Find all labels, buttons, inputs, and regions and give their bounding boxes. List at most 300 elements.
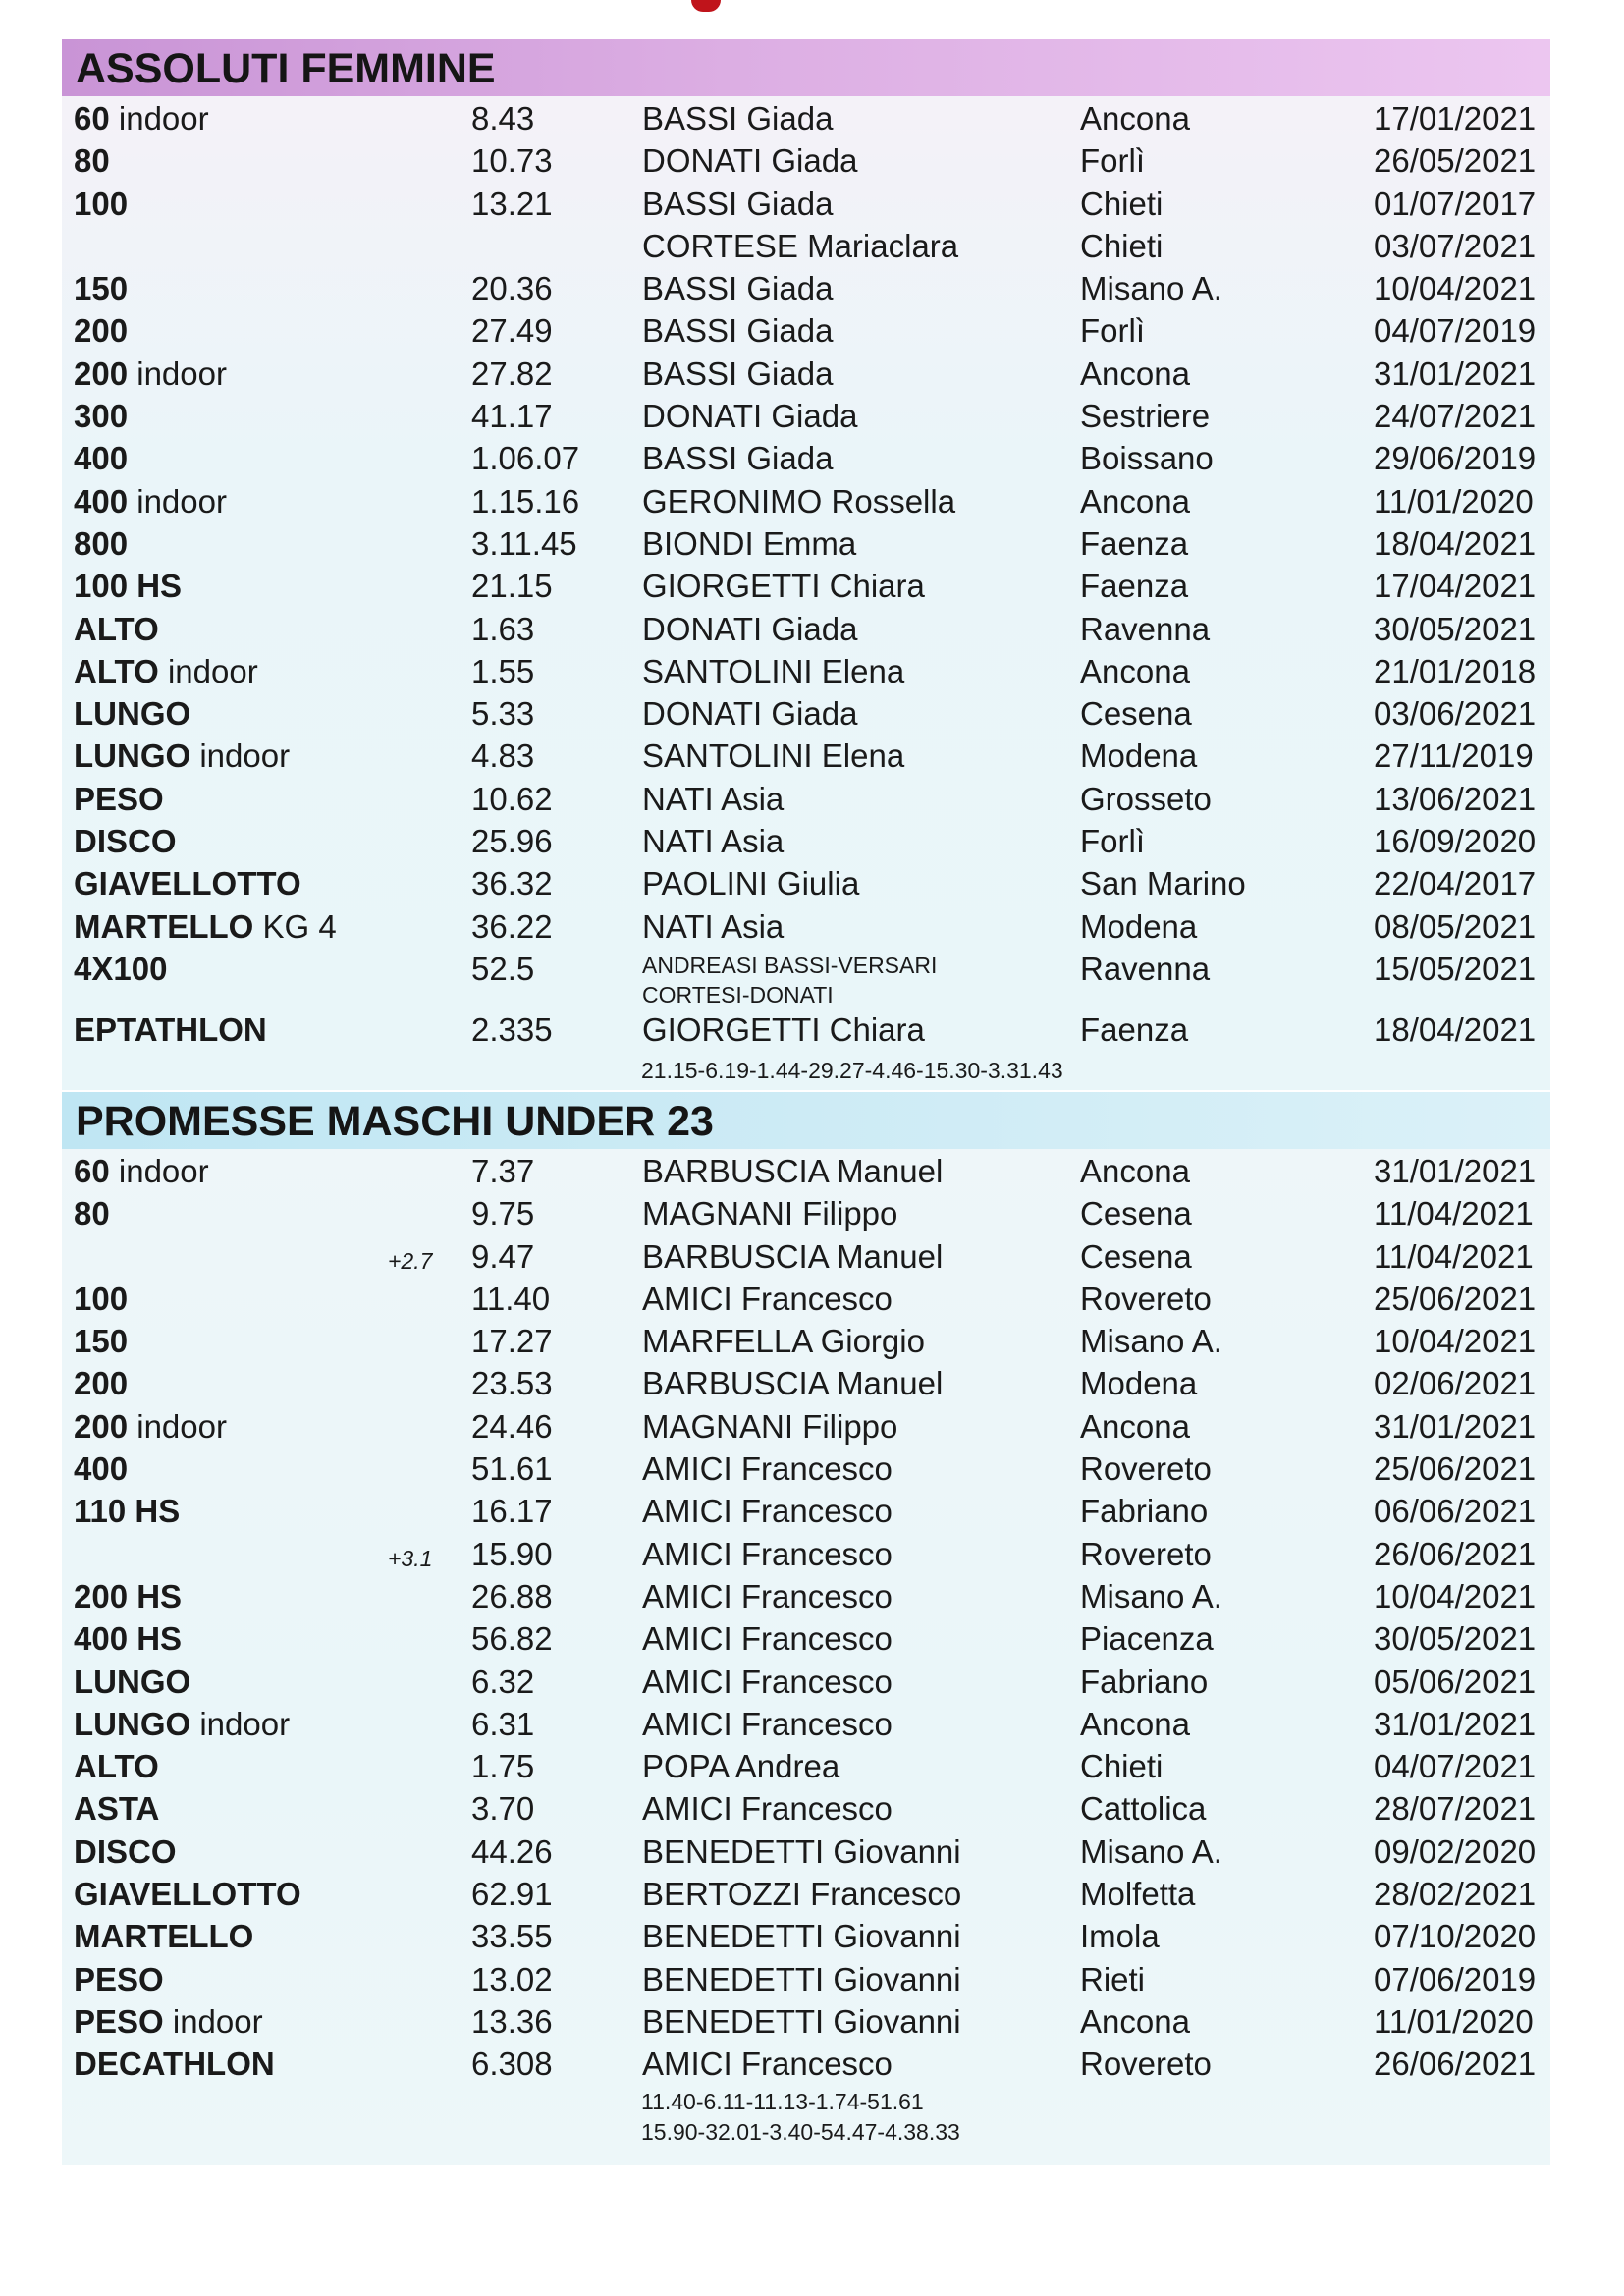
event-name: 60 — [74, 1153, 110, 1189]
combined-event-detail — [641, 1056, 1624, 1086]
result-value: 51.61 — [471, 1450, 553, 1488]
record-row — [62, 1999, 1550, 2042]
date-value: 26/06/2021 — [1374, 2046, 1537, 2083]
event-cell — [74, 1450, 128, 1488]
records-table — [62, 96, 1550, 1084]
result-value: 13.21 — [471, 185, 553, 222]
result-value: 62.91 — [471, 1876, 553, 1913]
record-row — [62, 1447, 1550, 1489]
date-value: 11/01/2020 — [1374, 482, 1534, 519]
event-name: DECATHLON — [74, 2046, 275, 2083]
date-value: 31/01/2021 — [1374, 1407, 1537, 1445]
place-name: Ravenna — [1080, 610, 1211, 647]
event-name: GIAVELLOTTO — [74, 865, 301, 902]
result-value: 1.75 — [471, 1748, 535, 1785]
place-name: Molfetta — [1080, 1876, 1196, 1913]
event-cell — [74, 1323, 128, 1360]
event-cell — [74, 653, 258, 690]
date-value: 22/04/2017 — [1374, 865, 1537, 902]
place-name: Rieti — [1080, 1960, 1146, 1997]
detail-line: 21.15-6.19-1.44-29.27-4.46-15.30-3.31.43 — [641, 1058, 1063, 1084]
detail-line: 11.40-6.11-11.13-1.74-51.61 — [641, 2088, 924, 2114]
athlete-name: AMICI Francesco — [642, 1620, 893, 1658]
date-value: 25/06/2021 — [1374, 1450, 1537, 1488]
place-name: Cesena — [1080, 695, 1192, 733]
date-value: 02/06/2021 — [1374, 1365, 1537, 1402]
date-value: 17/01/2021 — [1374, 100, 1537, 137]
event-cell — [74, 525, 128, 563]
event-cell — [74, 823, 177, 860]
athlete-name: SANTOLINI Elena — [642, 652, 905, 689]
event-suffix: indoor — [109, 1153, 209, 1189]
result-value: 44.26 — [471, 1832, 553, 1870]
detail-line: 15.90-32.01-3.40-54.47-4.38.33 — [641, 2118, 960, 2145]
record-row — [62, 777, 1550, 819]
record-row — [62, 819, 1550, 861]
place-name: Cesena — [1080, 1237, 1192, 1275]
event-cell — [74, 1195, 110, 1232]
result-value: 4.83 — [471, 738, 535, 775]
date-value: 13/06/2021 — [1374, 780, 1537, 817]
athlete-name: AMICI Francesco — [642, 1450, 893, 1488]
athlete-name: GIORGETTI Chiara — [642, 568, 925, 605]
athlete-name: DONATI Giada — [642, 610, 858, 647]
result-value: 9.47 — [471, 1237, 535, 1275]
athlete-name: BASSI Giada — [642, 312, 834, 350]
event-name: 60 — [74, 100, 110, 137]
result-value: 13.02 — [471, 1960, 553, 1997]
place-name: Ancona — [1080, 1407, 1190, 1445]
result-value: 10.73 — [471, 142, 553, 180]
event-cell — [74, 1365, 128, 1402]
place-name: Ravenna — [1080, 950, 1211, 987]
date-value: 31/01/2021 — [1374, 1153, 1537, 1189]
date-value: 10/04/2021 — [1374, 1577, 1537, 1614]
record-row — [62, 182, 1550, 224]
event-cell — [74, 1664, 190, 1701]
red-corner-mark — [691, 0, 721, 12]
place-name: Boissano — [1080, 440, 1214, 477]
date-value: 07/10/2020 — [1374, 1918, 1537, 1955]
result-value: 6.31 — [471, 1705, 535, 1742]
date-value: 27/11/2019 — [1374, 738, 1534, 775]
event-cell — [74, 1011, 267, 1049]
event-name: 800 — [74, 524, 129, 562]
place-name: Ancona — [1080, 482, 1190, 519]
event-suffix: indoor — [190, 1705, 291, 1742]
place-name: Misano A. — [1080, 1323, 1222, 1360]
record-row — [62, 1830, 1550, 1872]
date-value: 30/05/2021 — [1374, 610, 1537, 647]
date-value: 11/04/2021 — [1374, 1195, 1534, 1232]
place-name: Cattolica — [1080, 1790, 1207, 1828]
place-name: Modena — [1080, 1365, 1198, 1402]
event-cell — [74, 1876, 301, 1913]
result-value: 24.46 — [471, 1407, 553, 1445]
date-value: 03/07/2021 — [1374, 227, 1537, 264]
athlete-name: MAGNANI Filippo — [642, 1195, 898, 1232]
athlete-name: AMICI Francesco — [642, 1493, 893, 1530]
event-name: 400 — [74, 440, 129, 477]
athlete-name: DONATI Giada — [642, 142, 858, 180]
event-name: 110 HS — [74, 1493, 181, 1530]
event-cell — [74, 355, 227, 393]
place-name: Forlì — [1080, 142, 1145, 180]
result-value: 2.335 — [471, 1011, 553, 1048]
event-cell — [74, 568, 182, 605]
event-name: EPTATHLON — [74, 1011, 267, 1048]
date-value: 28/07/2021 — [1374, 1790, 1537, 1828]
event-name: 200 — [74, 1407, 129, 1445]
place-name: Faenza — [1080, 524, 1189, 562]
event-name: 200 — [74, 355, 129, 392]
event-name: 100 — [74, 1280, 129, 1317]
athlete-name: CORTESE Mariaclara — [642, 227, 959, 264]
date-value: 06/06/2021 — [1374, 1493, 1537, 1530]
place-name: Fabriano — [1080, 1493, 1209, 1530]
result-value: 52.5 — [471, 950, 535, 987]
result-value: 1.06.07 — [471, 440, 580, 477]
event-cell — [74, 2003, 263, 2041]
result-value: 20.36 — [471, 270, 553, 307]
place-name: Chieti — [1080, 1748, 1164, 1785]
record-row — [62, 564, 1550, 606]
event-suffix: KG 4 — [253, 907, 337, 945]
date-value: 17/04/2021 — [1374, 568, 1537, 605]
date-value: 09/02/2020 — [1374, 1832, 1537, 1870]
athlete-name: BENEDETTI Giovanni — [642, 1832, 961, 1870]
event-name: 200 — [74, 312, 129, 350]
event-name: 400 HS — [74, 1620, 183, 1658]
event-cell — [74, 1748, 159, 1785]
event-name: 400 — [74, 482, 129, 519]
date-value: 25/06/2021 — [1374, 1280, 1537, 1317]
record-row — [62, 1489, 1550, 1531]
athlete-name: BENEDETTI Giovanni — [642, 2002, 961, 2040]
event-cell — [74, 270, 128, 307]
event-cell — [74, 695, 190, 733]
record-row — [62, 266, 1550, 308]
record-row — [62, 1191, 1550, 1233]
event-cell — [74, 1281, 128, 1318]
athlete-name: AMICI Francesco — [642, 1790, 893, 1828]
event-name: 100 HS — [74, 568, 183, 605]
date-value: 18/04/2021 — [1374, 524, 1537, 562]
event-name: MARTELLO — [74, 907, 254, 945]
record-row — [62, 138, 1550, 181]
athlete-name: BENEDETTI Giovanni — [642, 1918, 961, 1955]
record-row — [62, 1702, 1550, 1744]
result-value: 33.55 — [471, 1918, 553, 1955]
event-suffix: indoor — [109, 100, 209, 137]
record-row — [62, 96, 1550, 138]
event-name: DISCO — [74, 1832, 177, 1870]
place-name: Forlì — [1080, 312, 1145, 350]
result-value: 15.90 — [471, 1535, 553, 1572]
record-row — [62, 394, 1550, 436]
athlete-name: BENEDETTI Giovanni — [642, 1960, 961, 1997]
result-value: 27.49 — [471, 312, 553, 350]
result-value: 6.308 — [471, 2046, 553, 2083]
place-name: Faenza — [1080, 568, 1189, 605]
event-cell — [74, 186, 128, 223]
place-name: Ancona — [1080, 1705, 1190, 1742]
record-row — [62, 607, 1550, 649]
event-cell — [74, 142, 110, 180]
place-name: Cesena — [1080, 1195, 1192, 1232]
place-name: San Marino — [1080, 865, 1246, 902]
athlete-name: BIONDI Emma — [642, 524, 857, 562]
event-name: LUNGO — [74, 1663, 191, 1700]
event-suffix: indoor — [128, 355, 227, 392]
event-name: ALTO — [74, 652, 159, 689]
result-value: 16.17 — [471, 1493, 553, 1530]
record-row — [62, 436, 1550, 478]
record-row — [62, 904, 1550, 947]
event-name: PESO — [74, 2002, 164, 2040]
record-row — [62, 1744, 1550, 1786]
athlete-name: DONATI Giada — [642, 695, 858, 733]
date-value: 04/07/2019 — [1374, 312, 1537, 350]
place-name: Modena — [1080, 907, 1198, 945]
record-row — [62, 1361, 1550, 1403]
event-name: 150 — [74, 270, 129, 307]
place-name: Modena — [1080, 738, 1198, 775]
record-row — [62, 352, 1550, 394]
place-name: Rovereto — [1080, 2046, 1212, 2083]
place-name: Rovereto — [1080, 1280, 1212, 1317]
event-cell — [74, 1493, 180, 1530]
event-name: 200 HS — [74, 1577, 183, 1614]
record-row — [62, 1957, 1550, 1999]
athlete-line: CORTESI-DONATI — [642, 981, 834, 1008]
date-value: 11/01/2020 — [1374, 2002, 1534, 2040]
event-suffix: indoor — [158, 652, 258, 689]
athlete-name: AMICI Francesco — [642, 1663, 893, 1700]
result-value: 26.88 — [471, 1577, 553, 1614]
event-name: 150 — [74, 1323, 129, 1360]
event-suffix: indoor — [163, 2002, 263, 2040]
place-name: Faenza — [1080, 1011, 1189, 1048]
record-row — [62, 1616, 1550, 1659]
place-name: Forlì — [1080, 823, 1145, 860]
date-value: 21/01/2018 — [1374, 652, 1537, 689]
athlete-line: ANDREASI BASSI-VERSARI — [642, 952, 938, 978]
section-header — [62, 39, 1550, 96]
date-value: 18/04/2021 — [1374, 1011, 1537, 1048]
result-value: 36.22 — [471, 907, 553, 945]
date-value: 29/06/2019 — [1374, 440, 1537, 477]
athlete-name: BASSI Giada — [642, 270, 834, 307]
combined-event-detail — [641, 2087, 1624, 2148]
event-name: MARTELLO — [74, 1918, 254, 1955]
event-cell — [74, 1790, 159, 1828]
section-title: PROMESSE MASCHI UNDER 23 — [76, 1098, 714, 1145]
athlete-name: NATI Asia — [642, 823, 785, 860]
athlete-name: GIORGETTI Chiara — [642, 1011, 925, 1048]
record-row — [62, 1660, 1550, 1702]
event-cell — [74, 1620, 182, 1658]
event-cell — [74, 1961, 164, 1998]
event-name: GIAVELLOTTO — [74, 1876, 301, 1913]
date-value: 04/07/2021 — [1374, 1748, 1537, 1785]
date-value: 07/06/2019 — [1374, 1960, 1537, 1997]
event-name: 100 — [74, 185, 129, 222]
date-value: 10/04/2021 — [1374, 270, 1537, 307]
date-value: 15/05/2021 — [1374, 950, 1537, 987]
athlete-name: BERTOZZI Francesco — [642, 1876, 962, 1913]
event-name: ASTA — [74, 1790, 160, 1828]
event-cell — [74, 908, 337, 946]
date-value: 16/09/2020 — [1374, 823, 1537, 860]
place-name: Ancona — [1080, 2002, 1190, 2040]
result-value: 6.32 — [471, 1663, 535, 1700]
place-name: Ancona — [1080, 355, 1190, 392]
result-value: 41.17 — [471, 398, 553, 435]
date-value: 05/06/2021 — [1374, 1663, 1537, 1700]
event-name: 4X100 — [74, 950, 168, 987]
event-name: 80 — [74, 142, 110, 180]
event-suffix: indoor — [128, 1407, 227, 1445]
athlete-name: AMICI Francesco — [642, 1577, 893, 1614]
athlete-name: MAGNANI Filippo — [642, 1407, 898, 1445]
event-cell — [74, 865, 301, 902]
event-cell — [74, 312, 128, 350]
athlete-name: NATI Asia — [642, 780, 785, 817]
event-cell — [74, 2046, 275, 2083]
athlete-name: BASSI Giada — [642, 440, 834, 477]
athlete-name: BASSI Giada — [642, 185, 834, 222]
place-name: Piacenza — [1080, 1620, 1214, 1658]
event-cell — [74, 1833, 177, 1871]
event-cell — [74, 100, 209, 137]
athlete-name — [642, 951, 937, 1010]
record-row — [62, 1319, 1550, 1361]
event-cell — [74, 440, 128, 477]
athlete-name: AMICI Francesco — [642, 2046, 893, 2083]
result-value: 23.53 — [471, 1365, 553, 1402]
result-value: 9.75 — [471, 1195, 535, 1232]
result-value: 8.43 — [471, 100, 535, 137]
date-value: 01/07/2017 — [1374, 185, 1537, 222]
date-value: 31/01/2021 — [1374, 1705, 1537, 1742]
date-value: 24/07/2021 — [1374, 398, 1537, 435]
record-row — [62, 1008, 1550, 1050]
record-row — [62, 1277, 1550, 1319]
athlete-name: SANTOLINI Elena — [642, 738, 905, 775]
place-name: Misano A. — [1080, 1577, 1222, 1614]
event-name: ALTO — [74, 1748, 159, 1785]
record-row — [62, 479, 1550, 521]
date-value: 30/05/2021 — [1374, 1620, 1537, 1658]
place-name: Misano A. — [1080, 270, 1222, 307]
section-promesse-maschi-under-23 — [62, 1092, 1550, 2165]
section-title: ASSOLUTI FEMMINE — [76, 45, 496, 92]
result-value: 7.37 — [471, 1153, 535, 1189]
place-name: Ancona — [1080, 1153, 1190, 1189]
wind-value: +3.1 — [388, 1545, 433, 1571]
event-name: DISCO — [74, 823, 177, 860]
athlete-name: BASSI Giada — [642, 100, 834, 137]
record-row — [62, 1914, 1550, 1956]
event-cell — [74, 1153, 209, 1190]
result-value: 25.96 — [471, 823, 553, 860]
record-row — [62, 1872, 1550, 1914]
result-value: 10.62 — [471, 780, 553, 817]
section-assoluti-femmine — [62, 39, 1550, 1090]
section-header — [62, 1092, 1550, 1149]
event-suffix: indoor — [190, 738, 291, 775]
athlete-name: BARBUSCIA Manuel — [642, 1153, 944, 1189]
record-row — [62, 2042, 1550, 2084]
place-name: Imola — [1080, 1918, 1160, 1955]
event-cell — [74, 1706, 290, 1743]
result-value: 56.82 — [471, 1620, 553, 1658]
event-cell — [74, 1578, 182, 1615]
record-row — [62, 649, 1550, 691]
event-name: 300 — [74, 398, 129, 435]
records-table — [62, 1149, 1550, 2146]
record-row — [62, 691, 1550, 734]
place-name: Chieti — [1080, 185, 1164, 222]
result-value: 1.63 — [471, 610, 535, 647]
athlete-name: DONATI Giada — [642, 398, 858, 435]
place-name: Ancona — [1080, 652, 1190, 689]
record-row — [62, 861, 1550, 903]
result-value: 13.36 — [471, 2002, 553, 2040]
date-value: 28/02/2021 — [1374, 1876, 1537, 1913]
athlete-name: MARFELLA Giorgio — [642, 1323, 925, 1360]
event-name: 80 — [74, 1195, 110, 1232]
record-row — [62, 1404, 1550, 1447]
place-name: Fabriano — [1080, 1663, 1209, 1700]
event-name: LUNGO — [74, 738, 191, 775]
result-value: 17.27 — [471, 1323, 553, 1360]
athlete-name: PAOLINI Giulia — [642, 865, 860, 902]
event-name: PESO — [74, 1960, 164, 1997]
result-value: 5.33 — [471, 695, 535, 733]
event-name: LUNGO — [74, 1705, 191, 1742]
athlete-name: BARBUSCIA Manuel — [642, 1365, 944, 1402]
record-row — [62, 308, 1550, 351]
event-cell — [74, 738, 290, 775]
date-value: 26/05/2021 — [1374, 142, 1537, 180]
record-row — [62, 734, 1550, 776]
event-cell — [74, 1918, 253, 1955]
place-name: Sestriere — [1080, 398, 1211, 435]
place-name: Grosseto — [1080, 780, 1212, 817]
place-name: Ancona — [1080, 100, 1190, 137]
date-value: 11/04/2021 — [1374, 1237, 1534, 1275]
result-value: 27.82 — [471, 355, 553, 392]
athlete-name: AMICI Francesco — [642, 1705, 893, 1742]
athlete-name: GERONIMO Rossella — [642, 482, 956, 519]
record-row — [62, 1149, 1550, 1191]
record-row — [62, 1786, 1550, 1829]
athlete-name: BARBUSCIA Manuel — [642, 1237, 944, 1275]
record-row — [62, 1574, 1550, 1616]
event-cell — [74, 611, 159, 648]
event-name: 400 — [74, 1450, 129, 1488]
athlete-name: BASSI Giada — [642, 355, 834, 392]
place-name: Misano A. — [1080, 1832, 1222, 1870]
record-row — [62, 947, 1550, 1008]
result-value: 11.40 — [471, 1280, 551, 1317]
result-value: 36.32 — [471, 865, 553, 902]
athlete-name: AMICI Francesco — [642, 1535, 893, 1572]
event-name: LUNGO — [74, 695, 191, 733]
athlete-name: AMICI Francesco — [642, 1280, 893, 1317]
